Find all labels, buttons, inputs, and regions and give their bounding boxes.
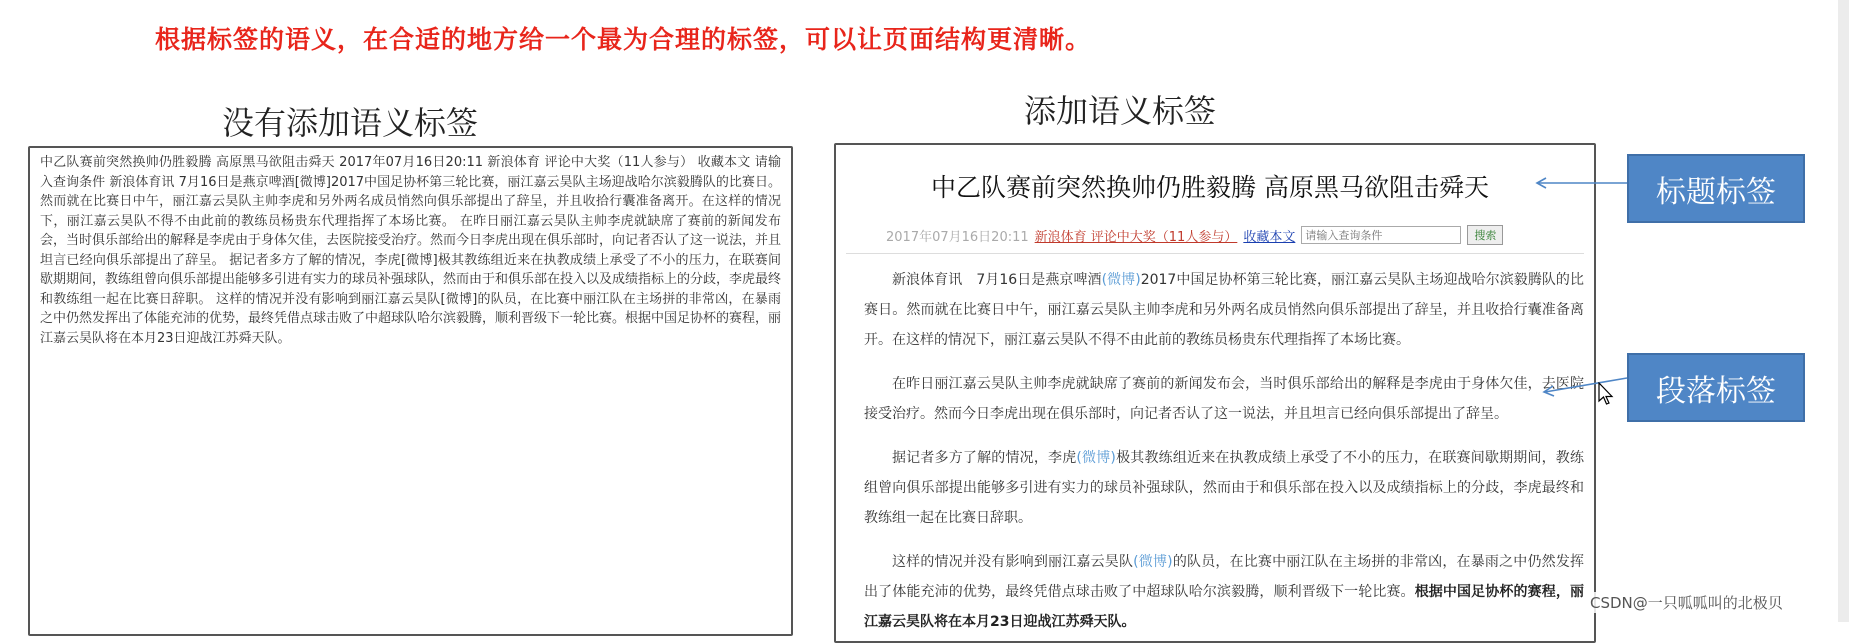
watermark: CSDN@一只呱呱叫的北极贝 — [1590, 594, 1783, 612]
search-button[interactable]: 搜索 — [1467, 225, 1503, 245]
article-date: 2017年07月16日20:11 — [886, 229, 1029, 245]
plain-text-box — [28, 146, 793, 636]
divider — [846, 253, 1584, 254]
scrollbar[interactable] — [1838, 0, 1849, 622]
weibo-link[interactable]: (微博) — [1133, 554, 1173, 570]
paragraph-1: 新浪体育讯 7月16日是燕京啤酒(微博)2017中国足协杯第三轮比赛，丽江嘉云昊队主场迎战哈尔滨毅腾队的比赛日。然而就在比赛日中午，丽江嘉云昊队主帅李虎和另外两名成员悄然向俱乐部提出了辞呈，并且收拾行囊准备离开。在这样的情况下，丽江嘉云昊队不得不由此前的教练员杨贵东代理指挥了本场比赛。 — [864, 272, 1584, 348]
right-caption: 添加语义标签 — [1024, 92, 1217, 130]
paragraph-4: 这样的情况并没有影响到丽江嘉云昊队(微博)的队员，在比赛中丽江队在主场拼的非常凶，在暴雨之中仍然发挥出了体能充沛的优势，最终凭借点球击败了中超球队哈尔滨毅腾，顺利晋级下一轮比赛。根据中国足协杯的赛程，丽江嘉云昊队将在本月23日迎战江苏舜天队。 — [864, 554, 1585, 630]
paragraph-2: 在昨日丽江嘉云昊队主帅李虎就缺席了赛前的新闻发布会，当时俱乐部给出的解释是李虎由于身体欠佳，去医院接受治疗。然而今日李虎出现在俱乐部时，向记者否认了这一说法，并且坦言已经向俱乐部提出了辞呈。 — [864, 376, 1584, 422]
plain-text-content: 中乙队赛前突然换帅仍胜毅腾 高原黑马欲阻击舜天 2017年07月16日20:11 新浪体育 评论中大奖（11人参与） 收藏本文 请输入查询条件 新浪体育讯 7月16日是燕京啤酒[微博]2017中国足协杯第三轮比赛，丽江嘉云昊队主场迎战哈尔滨毅腾队的比赛日。然而就在比赛日中午，丽江嘉云昊队主帅李虎和另外两名成员悄然向俱乐部提出了辞呈，并且收拾行囊准备离开。在这样的情况下，丽江嘉云昊队不得不由此前的教练员杨贵东代理指挥了本场比赛。 在昨日丽江嘉云昊队主帅李虎就缺席了赛前的新闻发布会，当时俱乐部给出的解释是李虎由于身体欠佳，去医院接受治疗。然而今日李虎出现在俱乐部时，向记者否认了这一说法，并且坦言已经向俱乐部提出了辞呈。 据记者多方了解的情况，李虎[微博]极其教练组近来在执教成绩上承受了不小的压力，在联赛间歇期期间，教练组曾向俱乐部提出能够多引进有实力的球员补强球队，然而由于和俱乐部在投入以及成绩指标上的分歧，李虎最终和教练组一起在比赛日辞职。 这样的情况并没有影响到丽江嘉云昊队[微博]的队员，在比赛中丽江队在主场拼的非常凶，在暴雨之中仍然发挥出了体能充沛的优势，最终凭借点球击败了中超球队哈尔滨毅腾，顺利晋级下一轮比赛。根据中国足协杯的赛程，丽江嘉云昊队将在本月23日迎战江苏舜天队。 — [40, 155, 782, 346]
semantic-article-box — [834, 143, 1596, 643]
left-caption: 没有添加语义标签 — [222, 104, 479, 142]
weibo-link[interactable]: (微博) — [1101, 272, 1141, 288]
page-heading: 根据标签的语义，在合适的地方给一个最为合理的标签，可以让页面结构更清晰。 — [155, 25, 1092, 54]
collect-link[interactable]: 收藏本文 — [1243, 229, 1296, 245]
search-input[interactable] — [1301, 226, 1461, 244]
source-link[interactable]: 新浪体育 评论中大奖（11人参与） — [1034, 229, 1238, 245]
article-body — [864, 265, 1584, 643]
article-meta — [886, 223, 1586, 247]
article-title: 中乙队赛前突然换帅仍胜毅腾 高原黑马欲阻击舜天 — [931, 173, 1489, 202]
paragraph-3: 据记者多方了解的情况，李虎(微博)极其教练组近来在执教成绩上承受了不小的压力，在联赛间歇期期间，教练组曾向俱乐部提出能够多引进有实力的球员补强球队，然而由于和俱乐部在投入以及成绩指标上的分歧，李虎最终和教练组一起在比赛日辞职。 — [864, 450, 1584, 526]
paragraph-tag-callout: 段落标签 — [1627, 353, 1805, 422]
title-tag-callout: 标题标签 — [1627, 154, 1805, 223]
weibo-link[interactable]: (微博) — [1076, 450, 1116, 466]
mouse-cursor-icon — [1597, 382, 1615, 406]
